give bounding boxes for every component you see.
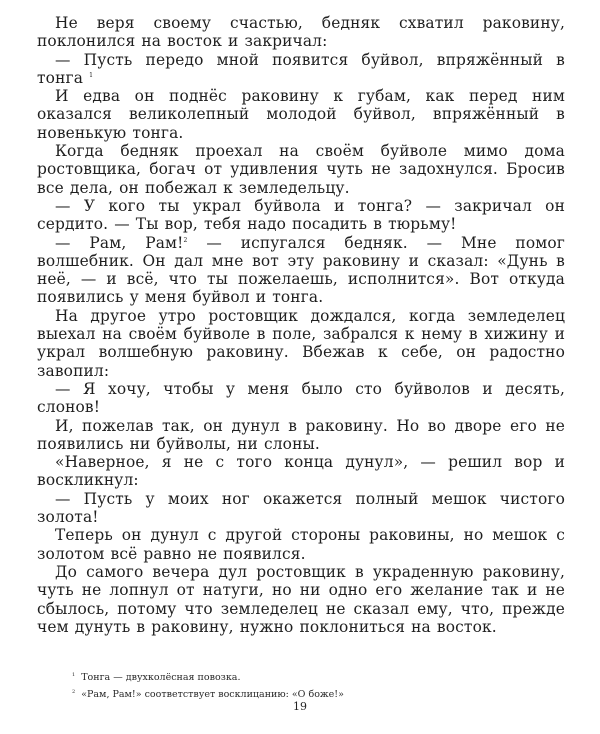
paragraph: Когда бедняк проехал на своём буйволе мимо дома ростовщика, богач от удивления чуть не задохнулся. Бросив все дела, он побежал к земледельцу.: [37, 142, 565, 197]
footnote-number: 1: [72, 672, 76, 678]
footnotes: [72, 668, 552, 702]
paragraph: — Пусть у моих ног окажется полный мешок чистого золота!: [37, 489, 565, 527]
paragraph: На другое утро ростовщик дождался, когда земледелец выехал на своём буйволе в поле, забрался к нему в хижину и украл волшебную раковину. Вбежав к себе, он радостно завопил:: [37, 306, 565, 380]
paragraph: — Я хочу, чтобы у меня было сто буйволов и десять, слонов!: [37, 379, 565, 417]
paragraph: И, пожелав так, он дунул в раковину. Но во дворе его не появились ни буйволы, ни слоны.: [37, 416, 565, 453]
paragraph: [37, 51, 565, 88]
footnote-ref: 2: [183, 236, 188, 244]
footnote-text: Тонга — двухколёсная повозка.: [81, 672, 241, 684]
paragraph: — У кого ты украл буйвола и тонга? — закричал он сердито. — Ты вор, тебя надо посадить в тюрьму!: [37, 196, 565, 234]
paragraph: [37, 234, 565, 307]
paragraph: Теперь он дунул с другой стороны раковины, но мешок с золотом всё равно не появился.: [37, 526, 565, 563]
page-number: 19: [293, 700, 307, 713]
footnote-number: 2: [72, 689, 76, 696]
paragraph-text: — Рам, Рам!: [55, 233, 184, 252]
paragraph: «Наверное, я не с того конца дунул», — решил вор и воскликнул:: [37, 453, 565, 490]
paragraph-text: — испугался бедняк. — Мне помог волшебник. Он дал мне вот эту раковину и сказал: «Дунь в неё, — и всё, что ты пожелаешь, исполнится». Вот откуда появились у меня буйвол и тонга.: [37, 233, 565, 307]
paragraph: До самого вечера дул ростовщик в украденную раковину, чуть не лопнул от натуги, но ни одно его желание так и не сбылось, потому что земледелец не сказал ему, что, прежде чем дунуть в раковину, нужно поклониться на восток.: [37, 562, 565, 636]
paragraph: И едва он поднёс раковину к губам, как перед ним оказался великолепный молодой буйвол, впряжённый в новенькую тонга.: [37, 87, 565, 142]
paragraph: Не веря своему счастью, бедняк схватил раковину, поклонился на восток и закричал:: [37, 14, 565, 51]
page-body: [37, 14, 565, 636]
footnote-text: «Рам, Рам!» соответствует восклицанию: «О боже!»: [81, 689, 344, 701]
footnote-ref: 1: [89, 71, 94, 79]
paragraph-text: — Пусть передо мной появится буйвол, впряжённый в тонга: [37, 50, 565, 87]
footnote: [72, 668, 552, 685]
